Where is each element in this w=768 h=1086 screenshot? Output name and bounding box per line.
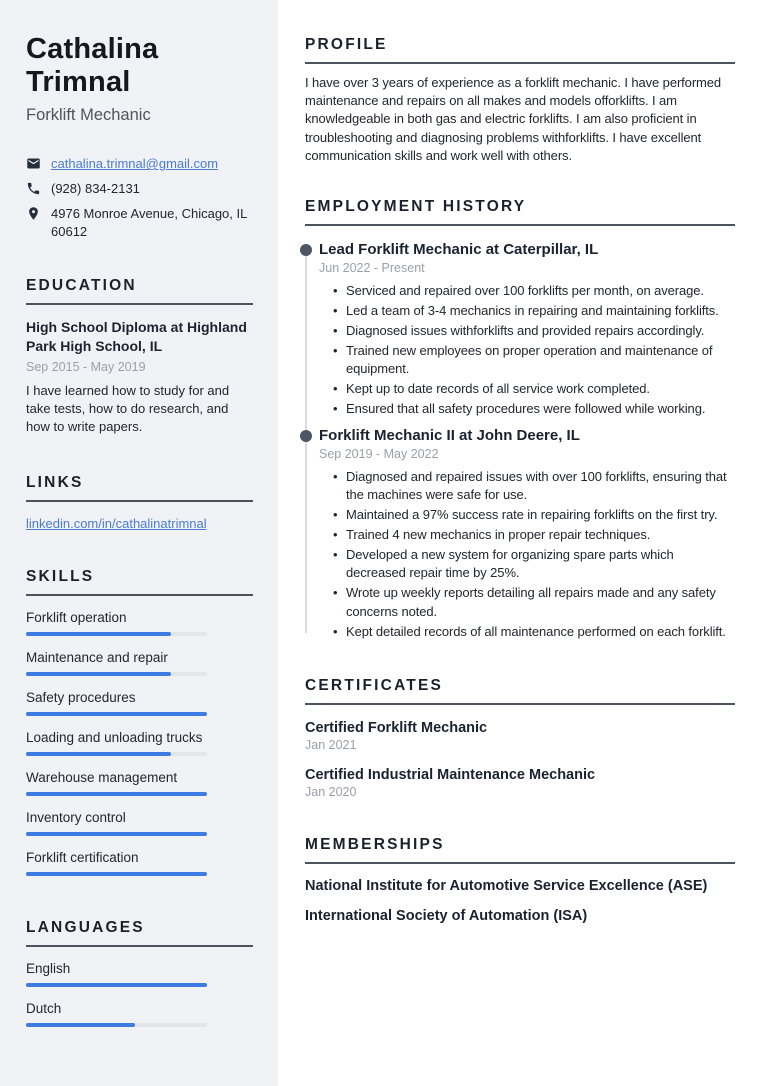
job-dates: Sep 2019 - May 2022 <box>319 446 439 461</box>
skill-item <box>26 650 253 676</box>
language-bar-track <box>26 1023 207 1027</box>
job-bullet: • Trained 4 new mechanics in proper repair techniques. <box>333 526 735 544</box>
job-title: Forklift Mechanic II at John Deere, IL <box>319 426 580 444</box>
skills-section <box>26 568 253 876</box>
skill-bar-fill <box>26 632 171 636</box>
job-bullet: • Diagnosed and repaired issues with over 100 forklifts, ensuring that the machines were safe for use. <box>333 468 735 505</box>
contact-email-row <box>26 155 253 173</box>
education-heading: EDUCATION <box>26 277 253 305</box>
job-bullet: • Serviced and repaired over 100 forklifts per month, on average. <box>333 282 735 300</box>
skill-label: Forklift certification <box>26 849 139 865</box>
employment-section <box>305 198 735 641</box>
skill-label: Inventory control <box>26 809 126 825</box>
skills-heading: SKILLS <box>26 568 253 596</box>
memberships-section <box>305 836 735 924</box>
job-bullet: • Kept detailed records of all maintenance performed on each forklift. <box>333 623 735 641</box>
language-label: English <box>26 960 71 976</box>
skill-label: Safety procedures <box>26 689 136 705</box>
contact-list <box>26 155 253 241</box>
language-label: Dutch <box>26 1000 62 1016</box>
job-dates: Jun 2022 - Present <box>319 260 425 275</box>
certificates-list <box>305 720 735 799</box>
phone-icon <box>26 181 41 196</box>
certificate-date: Jan 2020 <box>305 785 357 800</box>
job-entry <box>305 241 735 419</box>
skill-label: Warehouse management <box>26 769 178 785</box>
language-item <box>26 1001 253 1027</box>
skill-item <box>26 730 253 756</box>
job-bullet: • Ensured that all safety procedures were followed while working. <box>333 400 735 418</box>
skill-bar-track <box>26 872 207 876</box>
language-bar-fill <box>26 983 207 987</box>
skill-bar-fill <box>26 752 171 756</box>
membership-item: International Society of Automation (ISA) <box>305 908 588 925</box>
candidate-name: Cathalina Trimnal <box>26 33 159 99</box>
job-entry <box>305 427 735 642</box>
profile-text: I have over 3 years of experience as a forklift mechanic. I have performed maintenance and repairs on all makes and models offorklifts. I am knowledgeable in both gas and electric forklifts. I am also proficient in troubleshooting and diagnosing problems withforklifts. I have excellent communication skills and work well with others. <box>305 75 722 163</box>
skill-label: Loading and unloading trucks <box>26 729 203 745</box>
memberships-list <box>305 878 735 924</box>
job-bullet-list <box>333 282 735 419</box>
phone-number: (928) 834-2131 <box>51 181 140 197</box>
languages-list <box>26 961 253 1027</box>
language-bar-track <box>26 983 207 987</box>
profile-section <box>305 36 735 165</box>
links-list <box>26 516 253 531</box>
job-bullet: • Kept up to date records of all service work completed. <box>333 380 735 398</box>
job-bullet: • Trained new employees on proper operation and maintenance of equipment. <box>333 342 735 379</box>
employment-heading: EMPLOYMENT HISTORY <box>305 198 735 226</box>
skills-list <box>26 610 253 876</box>
skill-bar-track <box>26 672 207 676</box>
language-item <box>26 961 253 987</box>
certificate-title: Certified Forklift Mechanic <box>305 720 488 737</box>
job-title: Lead Forklift Mechanic at Caterpillar, IL <box>319 240 599 258</box>
skill-bar-track <box>26 632 207 636</box>
education-section <box>26 277 253 436</box>
certificate-title: Certified Industrial Maintenance Mechanic <box>305 767 596 784</box>
skill-item <box>26 690 253 716</box>
timeline-dot <box>300 244 312 256</box>
address-text: 4976 Monroe Avenue, Chicago, IL 60612 <box>51 205 247 239</box>
education-degree: High School Diploma at Highland Park High School, IL <box>26 318 247 355</box>
certificate-date: Jan 2021 <box>305 738 357 753</box>
membership-item: National Institute for Automotive Service Excellence (ASE) <box>305 878 708 895</box>
contact-address-row <box>26 205 253 241</box>
candidate-job-title: Forklift Mechanic <box>26 106 151 125</box>
skill-bar-track <box>26 792 207 796</box>
languages-heading: LANGUAGES <box>26 919 253 947</box>
main-column <box>278 0 768 1086</box>
timeline-dot <box>300 430 312 442</box>
job-bullet: • Led a team of 3-4 mechanics in repairing and maintaining forklifts. <box>333 302 735 320</box>
skill-bar-track <box>26 752 207 756</box>
profile-heading: PROFILE <box>305 36 735 64</box>
sidebar <box>0 0 278 1086</box>
job-bullet: • Wrote up weekly reports detailing all repairs made and any safety concerns noted. <box>333 584 735 621</box>
skill-bar-fill <box>26 872 207 876</box>
skill-item <box>26 850 253 876</box>
certificates-heading: CERTIFICATES <box>305 677 735 705</box>
education-description: I have learned how to study for and take tests, how to do research, and how to write papers. <box>26 383 230 434</box>
job-bullet-list <box>333 468 735 642</box>
skill-bar-fill <box>26 792 207 796</box>
links-section <box>26 474 253 531</box>
skill-item <box>26 770 253 796</box>
email-link[interactable]: cathalina.trimnal@gmail.com <box>51 156 219 172</box>
envelope-icon <box>26 156 41 171</box>
map-pin-icon <box>26 206 41 221</box>
skill-label: Forklift operation <box>26 609 127 625</box>
skill-bar-fill <box>26 672 171 676</box>
education-dates: Sep 2015 - May 2019 <box>26 360 146 375</box>
certificate-item <box>305 767 735 799</box>
skill-bar-fill <box>26 832 207 836</box>
skill-label: Maintenance and repair <box>26 649 168 665</box>
employment-timeline <box>305 241 735 641</box>
memberships-heading: MEMBERSHIPS <box>305 836 735 864</box>
skill-item <box>26 810 253 836</box>
job-bullet: • Developed a new system for organizing spare parts which decreased repair time by 25%. <box>333 546 735 583</box>
certificates-section <box>305 677 735 799</box>
skill-bar-track <box>26 832 207 836</box>
linkedin-link[interactable]: linkedin.com/in/cathalinatrimnal <box>26 515 207 531</box>
languages-section <box>26 919 253 1027</box>
contact-phone-row <box>26 180 253 198</box>
links-heading: LINKS <box>26 474 253 502</box>
job-bullet: • Diagnosed issues withforklifts and provided repairs accordingly. <box>333 322 735 340</box>
certificate-item <box>305 720 735 752</box>
skill-bar-fill <box>26 712 207 716</box>
skill-bar-track <box>26 712 207 716</box>
language-bar-fill <box>26 1023 135 1027</box>
skill-item <box>26 610 253 636</box>
job-bullet: • Maintained a 97% success rate in repairing forklifts on the first try. <box>333 506 735 524</box>
